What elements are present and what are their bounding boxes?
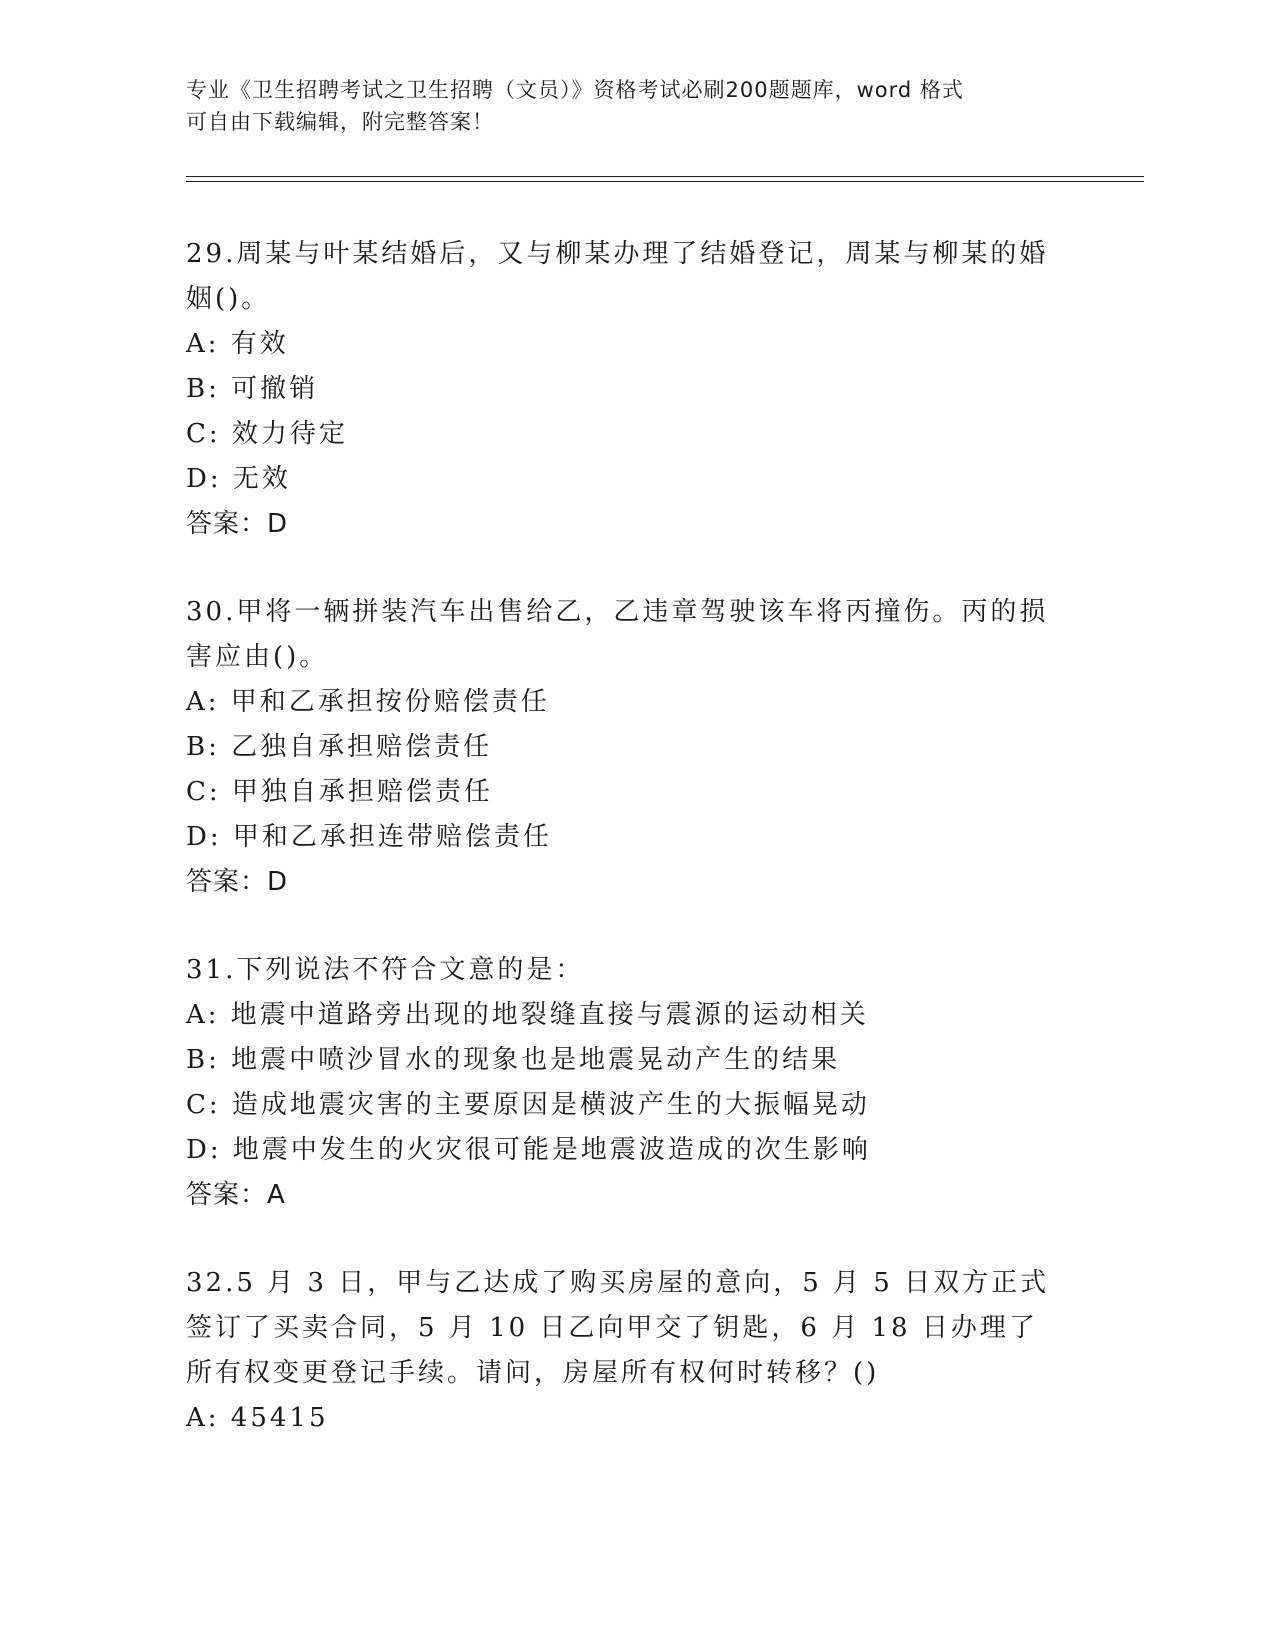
question-list xyxy=(186,232,1066,1484)
option-a: A: 甲和乙承担按份赔偿责任 xyxy=(186,687,550,717)
header-line-2: 可自由下载编辑，附完整答案！ xyxy=(186,110,494,134)
question-stem: 32.5 月 3 日，甲与乙达成了购买房屋的意向，5 月 5 日双方正式签订了买卖合同，5 月 10 日乙向甲交了钥匙，6 月 18 日办理了所有权变更登记手续。请问，房屋所有权何时转移？() xyxy=(186,1268,1050,1388)
option-b: B: 可撤销 xyxy=(186,374,319,404)
question-stem: 31.下列说法不符合文意的是： xyxy=(186,955,585,985)
question-stem: 29.周某与叶某结婚后，又与柳某办理了结婚登记，周某与柳某的婚姻()。 xyxy=(186,239,1049,314)
option-b: B: 乙独自承担赔偿责任 xyxy=(186,732,493,762)
question-29 xyxy=(186,232,1066,547)
question-31 xyxy=(186,948,1066,1218)
option-d: D: 无效 xyxy=(186,464,291,494)
option-c: C: 造成地震灾害的主要原因是横波产生的大振幅晃动 xyxy=(186,1090,870,1120)
header-divider-bottom xyxy=(186,181,1144,182)
option-d: D: 地震中发生的火灾很可能是地震波造成的次生影响 xyxy=(186,1135,871,1165)
header-line-1: 专业《卫生招聘考试之卫生招聘（文员）》资格考试必刷200题题库，word 格式 xyxy=(186,78,964,102)
question-30 xyxy=(186,590,1066,905)
document-header xyxy=(186,74,1066,138)
answer-line: 答案：D xyxy=(186,867,289,897)
answer-line: 答案：A xyxy=(186,1180,286,1210)
question-stem: 30.甲将一辆拼装汽车出售给乙，乙违章驾驶该车将丙撞伤。丙的损害应由()。 xyxy=(186,597,1049,672)
answer-line: 答案：D xyxy=(186,509,289,539)
option-b: B: 地震中喷沙冒水的现象也是地震晃动产生的结果 xyxy=(186,1045,841,1075)
option-c: C: 效力待定 xyxy=(186,419,348,449)
option-a: A: 地震中道路旁出现的地裂缝直接与震源的运动相关 xyxy=(186,1000,869,1030)
option-d: D: 甲和乙承担连带赔偿责任 xyxy=(186,822,552,852)
question-32 xyxy=(186,1261,1066,1441)
option-c: C: 甲独自承担赔偿责任 xyxy=(186,777,493,807)
option-a: A: 45415 xyxy=(186,1403,329,1433)
option-a: A: 有效 xyxy=(186,329,289,359)
header-divider-top xyxy=(186,176,1144,177)
